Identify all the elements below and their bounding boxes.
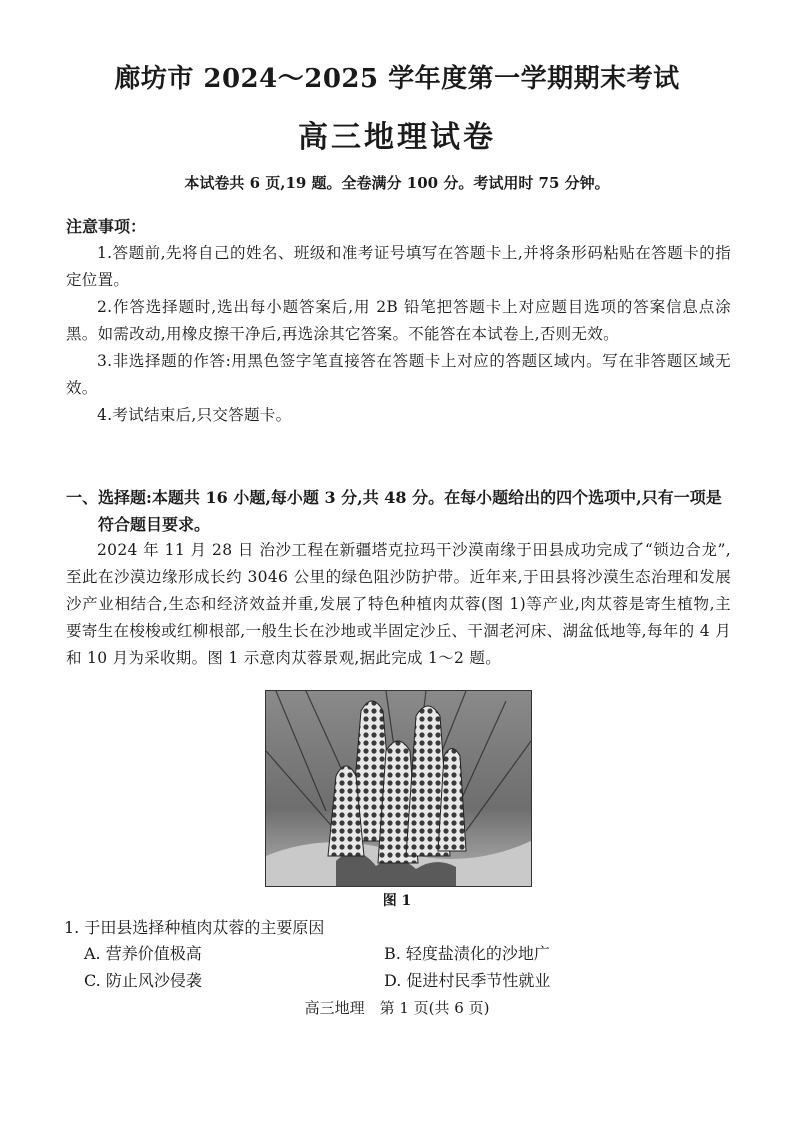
option-a: A. 营养价值极高 bbox=[84, 944, 202, 963]
figure-caption: 图 1 bbox=[382, 893, 412, 909]
question-options bbox=[84, 940, 684, 994]
page-footer: 高三地理 第 1 页(共 6 页) bbox=[304, 999, 490, 1017]
paper-title: 高三地理试卷 bbox=[298, 120, 496, 155]
note-item: 3.非选择题的作答:用黑色签字笔直接答在答题卡上对应的答题区域内。写在非答题区域无效。 bbox=[66, 352, 731, 397]
exam-title: 廊坊市 2024～2025 学年度第一学期期末考试 bbox=[114, 64, 680, 94]
cistanche-photo bbox=[265, 690, 532, 887]
notes-list bbox=[66, 240, 731, 429]
option-b: B. 轻度盐渍化的沙地广 bbox=[384, 944, 550, 963]
note-item: 1.答题前,先将自己的姓名、班级和准考证号填写在答题卡上,并将条形码粘贴在答题卡的指定位置。 bbox=[66, 244, 731, 289]
section-heading: 一、选择题:本题共 16 小题,每小题 3 分,共 48 分。在每小题给出的四个选项中,只有一项是符合题目要求。 bbox=[66, 488, 722, 534]
question-stem: 1. 于田县选择种植肉苁蓉的主要原因 bbox=[64, 918, 325, 937]
notes-heading: 注意事项： bbox=[66, 217, 147, 236]
note-item: 4.考试结束后,只交答题卡。 bbox=[97, 406, 292, 424]
paper-info: 本试卷共 6 页,19 题。全卷满分 100 分。考试用时 75 分钟。 bbox=[184, 174, 610, 192]
note-item: 2.作答选择题时,选出每小题答案后,用 2B 铅笔把答题卡上对应题目选项的答案信息点涂黑。如需改动,用橡皮擦干净后,再选涂其它答案。不能答在本试卷上,否则无效。 bbox=[66, 298, 731, 343]
option-d: D. 促进村民季节性就业 bbox=[384, 971, 551, 990]
option-row bbox=[84, 967, 684, 994]
passage-text: 2024 年 11 月 28 日 治沙工程在新疆塔克拉玛干沙漠南缘于田县成功完成了“锁边合龙”,至此在沙漠边缘形成长约 3046 公里的绿色阻沙防护带。近年来,于田县将沙漠生态治理和发展沙产业相结合,生态和经济效益并重,发展了特色种植肉苁蓉(图 1)等产业,肉苁蓉是寄生植物,主要寄生在梭梭或红柳根部,一般生长在沙地或半固定沙丘、干涸老河床、湖盆低地等,每年的 4 月和 10 月为采收期。图 1 示意肉苁蓉景观,据此完成 1～2 题。 bbox=[66, 541, 731, 667]
option-c: C. 防止风沙侵袭 bbox=[84, 971, 202, 990]
option-row bbox=[84, 940, 684, 967]
reading-passage bbox=[66, 537, 731, 672]
